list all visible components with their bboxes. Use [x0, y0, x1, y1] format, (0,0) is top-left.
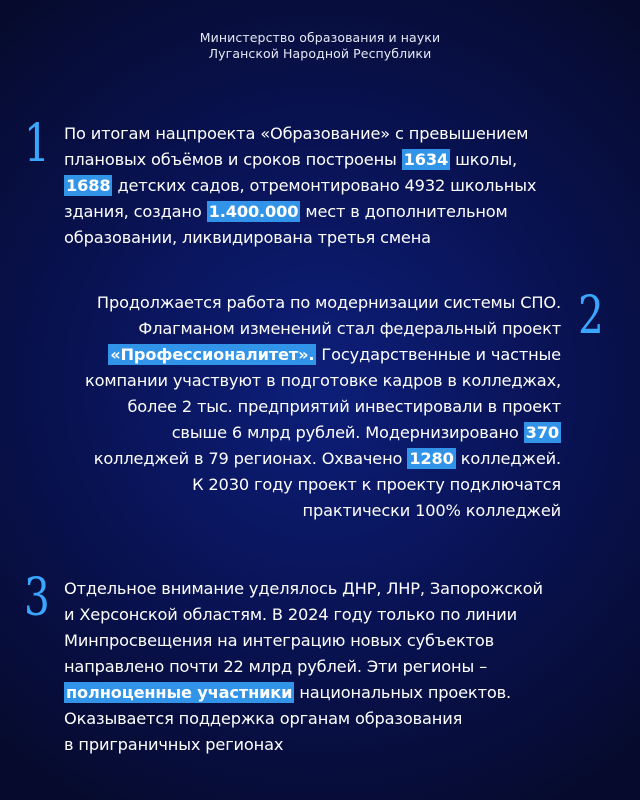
text-segment: направлено почти 22 млрд рублей. Эти регионы –	[64, 657, 488, 676]
text-line	[85, 420, 561, 446]
text-segment: и Херсонской областям. В 2024 году только по линии	[64, 605, 517, 624]
text-segment: мест в дополнительном	[300, 202, 508, 221]
text-line	[64, 173, 536, 199]
text-segment: колледжей в 79 регионах. Охвачено	[93, 449, 408, 468]
highlighted-figure: «Профессионалитет».	[110, 345, 315, 364]
text-segment: в приграничных регионах	[64, 735, 284, 754]
section-2-text	[85, 290, 561, 524]
ministry-name-line1: Министерство образования и науки	[199, 30, 441, 45]
section-number-2: 2	[578, 286, 604, 346]
text-line	[64, 602, 543, 628]
text-line	[64, 628, 543, 654]
text-line	[64, 147, 536, 173]
text-line	[64, 706, 543, 732]
ministry-name-line2: Луганской Народной Республики	[208, 46, 432, 61]
text-line	[64, 732, 543, 758]
text-line	[64, 199, 536, 225]
section-number-1: 1	[24, 114, 50, 174]
text-line	[85, 394, 561, 420]
text-line	[64, 225, 536, 251]
text-segment: национальных проектов.	[294, 683, 511, 702]
highlighted-figure: 1634	[403, 150, 449, 169]
text-segment: здания, создано	[64, 202, 207, 221]
text-segment: Государственные и частные	[316, 345, 561, 364]
text-segment: образовании, ликвидирована третья смена	[64, 228, 431, 247]
text-segment: более 2 тыс. предприятий инвестировали в проект	[127, 397, 561, 416]
text-line	[64, 576, 543, 602]
text-segment: К 2030 году проект к проекту подключатся	[192, 475, 561, 494]
text-segment: компании участвуют в подготовке кадров в колледжах,	[85, 371, 561, 390]
text-segment: детских садов, отремонтировано 4932 школьных	[112, 176, 537, 195]
text-line	[64, 654, 543, 680]
text-line	[64, 121, 536, 147]
text-segment: Отдельное внимание уделялось ДНР, ЛНР, Запорожской	[64, 579, 543, 598]
text-segment: школы,	[450, 150, 517, 169]
highlighted-figure: 1280	[409, 449, 454, 468]
text-line	[85, 472, 561, 498]
text-line	[85, 446, 561, 472]
text-segment: По итогам нацпроекта «Образование» с превышением	[64, 124, 529, 143]
text-line	[85, 498, 561, 524]
section-number-3: 3	[24, 568, 50, 628]
text-line	[85, 290, 561, 316]
text-segment: практически 100% колледжей	[302, 501, 561, 520]
section-1-text	[64, 121, 536, 251]
highlighted-figure: 1688	[66, 176, 111, 195]
section-3-text	[64, 576, 543, 758]
text-line	[85, 316, 561, 342]
text-line	[85, 368, 561, 394]
text-segment: Минпросвещения на интеграцию новых субъектов	[64, 631, 495, 650]
text-segment: плановых объёмов и сроков построены	[64, 150, 402, 169]
text-segment: Оказывается поддержка органам образования	[64, 709, 463, 728]
highlighted-figure: полноценные участники	[66, 683, 293, 702]
text-segment: Флагманом изменений стал федеральный проект	[138, 319, 561, 338]
highlighted-figure: 370	[525, 423, 559, 442]
ministry-header	[0, 30, 640, 62]
text-segment: Продолжается работа по модернизации системы СПО.	[96, 293, 561, 312]
text-segment: свыше 6 млрд рублей. Модернизировано	[171, 423, 524, 442]
text-line	[64, 680, 543, 706]
text-line	[85, 342, 561, 368]
highlighted-figure: 1.400.000	[208, 202, 299, 221]
text-segment: колледжей.	[455, 449, 561, 468]
